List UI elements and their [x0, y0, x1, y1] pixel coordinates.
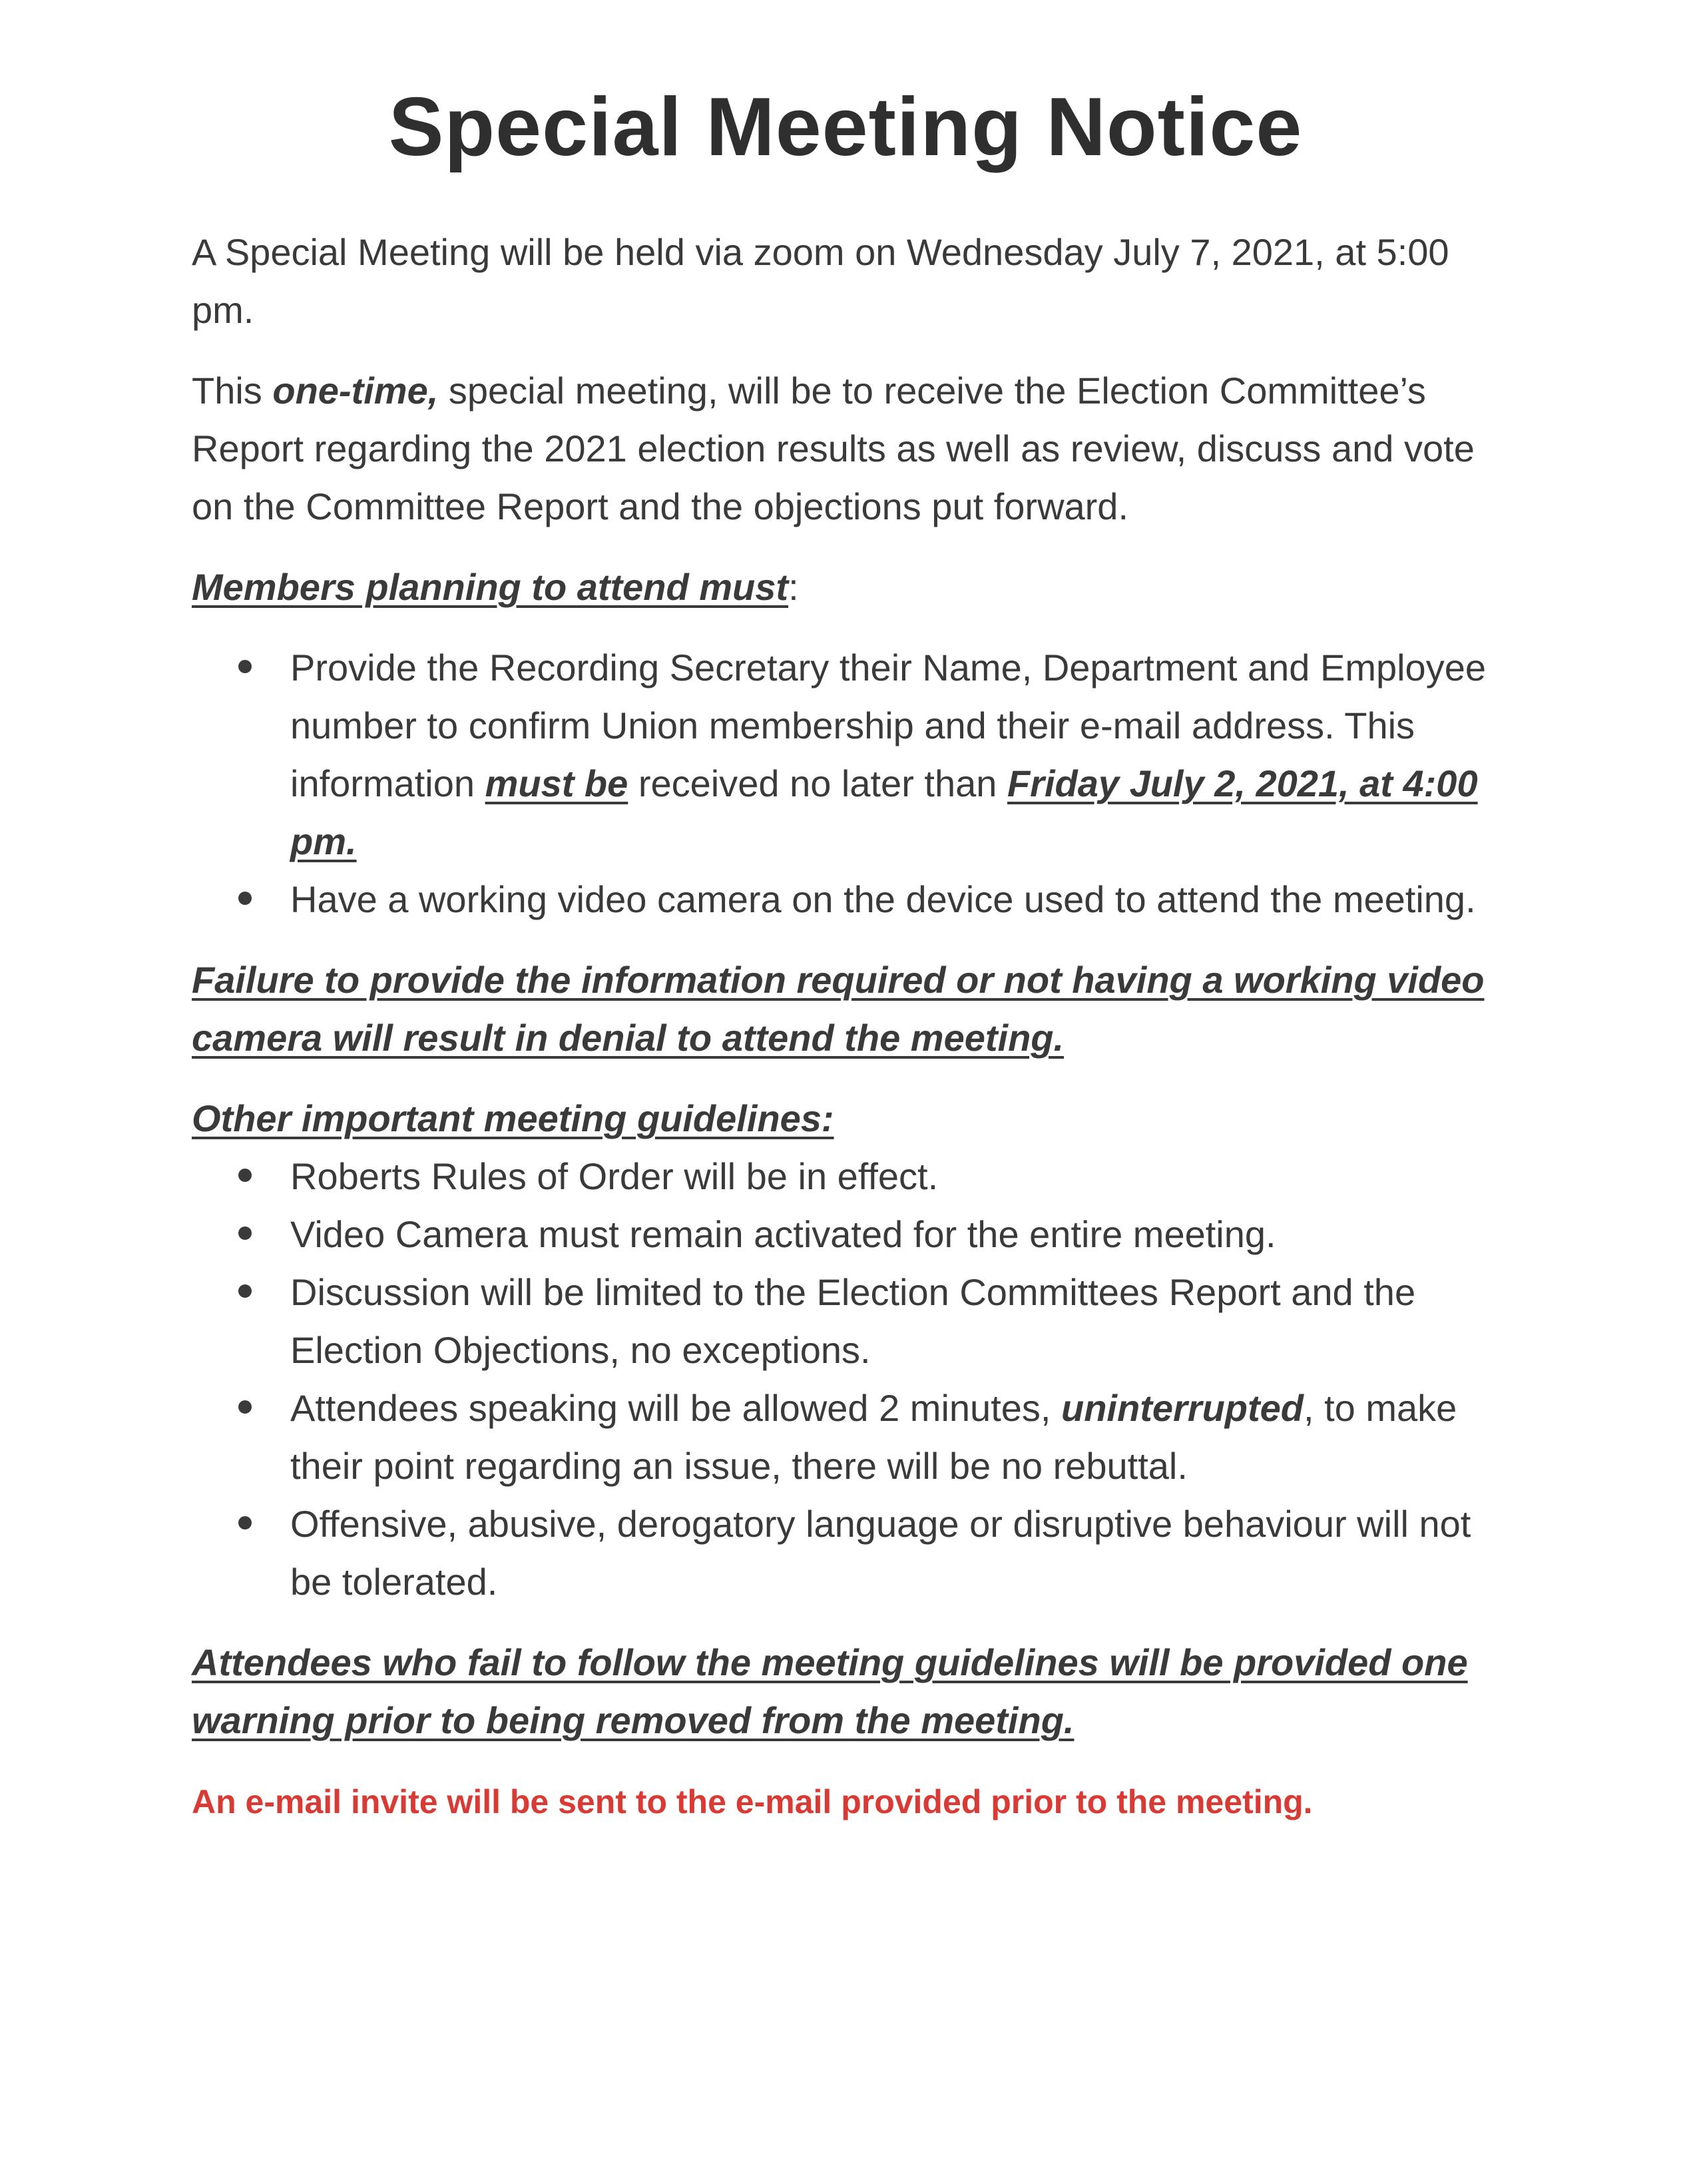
members-heading: Members planning to attend must	[192, 566, 789, 608]
requirement-1-deadline: Friday July 2, 2021, at 4:00 pm.	[290, 762, 1478, 862]
guidelines-warning: Attendees who fail to follow the meeting guidelines will be provided one warning prior to being removed from the meeting.	[192, 1641, 1468, 1741]
list-item	[192, 1495, 1517, 1611]
email-invite-note: An e-mail invite will be sent to the e-mail provided prior to the meeting.	[192, 1783, 1313, 1820]
list-item	[192, 1205, 1517, 1263]
requirement-1-must-be: must be	[485, 762, 628, 804]
notice-title: Special Meeting Notice	[388, 81, 1303, 173]
list-item	[192, 1147, 1517, 1205]
members-heading-colon: :	[788, 566, 799, 608]
meeting-purpose	[192, 362, 1517, 535]
meeting-intro: A Special Meeting will be held via zoom on Wednesday July 7, 2021, at 5:00 pm.	[192, 231, 1449, 331]
guideline-4-emphasis: uninterrupted	[1061, 1387, 1304, 1429]
bullet-icon	[238, 660, 252, 673]
guidelines-list	[192, 1147, 1517, 1611]
requirements-list	[192, 639, 1517, 928]
guideline-1-text: Roberts Rules of Order will be in effect.	[290, 1155, 939, 1197]
guideline-2-text: Video Camera must remain activated for the entire meeting.	[290, 1213, 1276, 1255]
purpose-rest: special meeting, will be to receive the Election Committee’s Report regarding the 2021 election results as well as review, discuss and vote on the Committee Report and the objections put forward.	[192, 370, 1475, 527]
bullet-icon	[238, 1227, 252, 1240]
members-heading-line	[192, 558, 1517, 616]
bullet-icon	[238, 892, 252, 905]
bullet-icon	[238, 1169, 252, 1182]
guideline-4-text-a: Attendees speaking will be allowed 2 minutes,	[290, 1387, 1062, 1429]
guidelines-heading: Other important meeting guidelines:	[192, 1097, 834, 1139]
guideline-5-text: Offensive, abusive, derogatory language or disruptive behaviour will not be tolerated.	[290, 1503, 1471, 1603]
list-item	[192, 639, 1517, 870]
requirement-1-text-a: Provide the Recording Secretary their Name, Department and Employee number to confirm Union membership and their e-mail address. This information	[290, 647, 1486, 804]
purpose-emphasis: one-time,	[272, 370, 439, 411]
notice-body	[192, 223, 1517, 1831]
bullet-icon	[238, 1516, 252, 1529]
list-item	[192, 870, 1517, 928]
requirement-2-text: Have a working video camera on the device used to attend the meeting.	[290, 878, 1476, 920]
list-item	[192, 1263, 1517, 1379]
guideline-3-text: Discussion will be limited to the Election Committees Report and the Election Objections, no exceptions.	[290, 1271, 1416, 1371]
requirement-1-text-b: received no later than	[628, 762, 1007, 804]
guideline-4-text-b: , to make their point regarding an issue, there will be no rebuttal.	[290, 1387, 1457, 1487]
bullet-icon	[238, 1400, 252, 1414]
bullet-icon	[238, 1284, 252, 1298]
purpose-prefix: This	[192, 370, 273, 411]
list-item	[192, 1379, 1517, 1495]
failure-warning: Failure to provide the information required or not having a working video camera will result in denial to attend the meeting.	[192, 959, 1485, 1059]
